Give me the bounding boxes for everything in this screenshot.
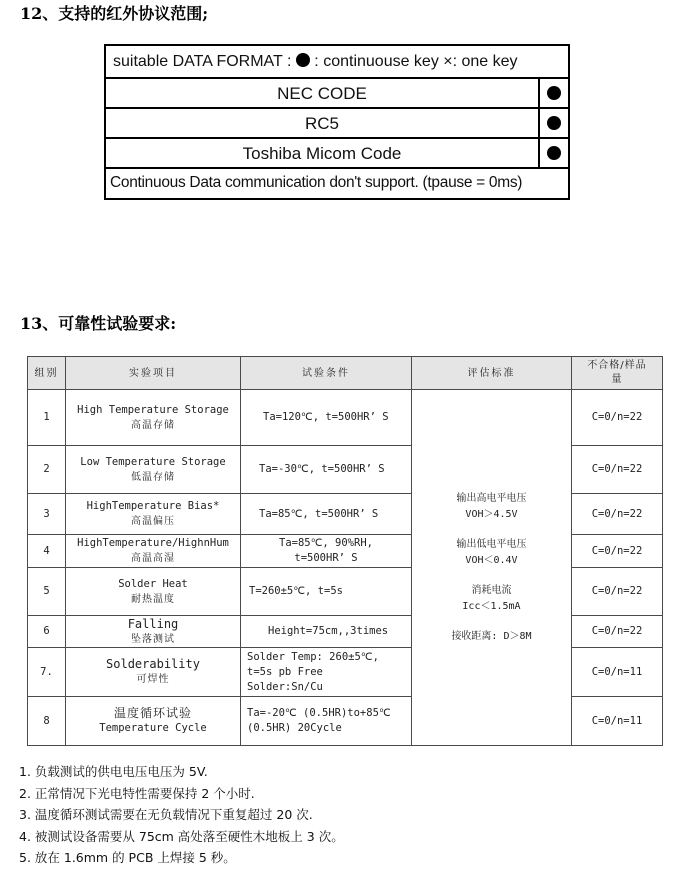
voh-value: VOH＞4.5V — [465, 508, 518, 520]
protocol-name: RC5 — [304, 114, 339, 133]
condition-line: t=500HR’ S — [294, 552, 358, 564]
item-en: High Temperature Storage — [77, 403, 229, 416]
row-item — [65, 534, 241, 568]
evaluation-criteria — [411, 389, 572, 746]
row-group: 5 — [27, 567, 66, 616]
item-en: HighTemperature Bias* — [86, 500, 220, 512]
condition-line: Ta=85℃, 90%RH, — [279, 537, 373, 549]
condition-line: Solder:Sn/Cu — [247, 680, 323, 693]
note-item: 2. 正常情况下光电特性需要保持 2 个小时. — [19, 785, 255, 801]
item-cn: 高温高湿 — [131, 553, 175, 564]
continuous-key-dot-icon — [547, 116, 561, 130]
col-header-group: 组别 — [27, 356, 66, 390]
row-item — [65, 567, 241, 616]
row-condition — [240, 567, 412, 616]
row-condition — [240, 445, 412, 494]
section-13-heading: 13、可靠性试验要求: — [20, 314, 177, 333]
row-group: 8 — [27, 696, 66, 746]
protocol-table-footer — [106, 169, 568, 198]
condition-line: T=260±5℃, t=5s — [249, 585, 343, 597]
item-en: 温度循环试验 — [113, 706, 192, 720]
protocol-table — [104, 44, 570, 200]
row-group: 7. — [27, 647, 66, 697]
item-en: Low Temperature Storage — [80, 455, 226, 468]
protocol-row — [106, 109, 568, 139]
item-en: Falling — [127, 616, 179, 631]
icc-label: 消耗电流 — [471, 584, 512, 596]
notes-list — [19, 762, 344, 870]
vol-label: 输出低电平电压 — [456, 538, 527, 550]
condition-line: Ta=-20℃ (0.5HR)to+85℃ — [247, 707, 391, 719]
protocol-mark — [538, 79, 568, 107]
qty-header-line1: 不合格/样品 — [587, 360, 647, 371]
legend-rest: : continuouse key ×: one key — [309, 53, 518, 70]
col-header-item: 实验项目 — [65, 356, 241, 390]
row-qty: C=0/n=22 — [571, 493, 663, 535]
row-item — [65, 389, 241, 446]
continuous-key-dot-icon — [547, 86, 561, 100]
row-group: 4 — [27, 534, 66, 568]
item-en: Solder Heat — [118, 577, 188, 590]
condition-line: Solder Temp: 260±5℃, — [247, 650, 379, 663]
row-qty: C=0/n=22 — [571, 445, 663, 494]
row-item — [65, 696, 241, 746]
icc-value: Icc＜1.5mA — [462, 600, 521, 612]
qty-header-line2: 量 — [611, 374, 623, 385]
col-header-criteria: 评估标准 — [411, 356, 572, 390]
protocol-row — [106, 79, 568, 109]
row-group: 2 — [27, 445, 66, 494]
protocol-row — [106, 139, 568, 169]
legend-label: suitable DATA FORMAT : — [113, 53, 296, 70]
protocol-mark — [538, 109, 568, 137]
row-condition — [240, 534, 412, 568]
voh-label: 输出高电平电压 — [456, 492, 527, 504]
protocol-name: NEC CODE — [277, 84, 367, 103]
row-qty: C=0/n=22 — [571, 567, 663, 616]
row-item — [65, 493, 241, 535]
note-item: 5. 放在 1.6mm 的 PCB 上焊接 5 秒。 — [19, 850, 236, 865]
item-en: Solderability — [106, 657, 200, 671]
row-group: 3 — [27, 493, 66, 535]
row-condition — [240, 647, 412, 697]
continuous-key-dot-icon — [296, 53, 310, 67]
note-item: 1. 负载测试的供电电压电压为 5V. — [19, 764, 208, 779]
protocol-name: Toshiba Micom Code — [242, 144, 402, 163]
item-en: HighTemperature/HighnHum — [77, 537, 229, 549]
item-cn: 低温存储 — [131, 471, 175, 483]
condition-line: Ta=-30℃, t=500HR’ S — [259, 463, 385, 475]
col-header-qty — [571, 356, 663, 390]
row-qty: C=0/n=22 — [571, 615, 663, 648]
note-item: 4. 被测试设备需要从 75cm 高处落至硬性木地板上 3 次。 — [19, 828, 344, 844]
item-cn: 可焊性 — [136, 674, 170, 685]
item-cn: 坠落测试 — [131, 633, 175, 645]
row-qty: C=0/n=22 — [571, 534, 663, 568]
row-qty: C=0/n=22 — [571, 389, 663, 446]
protocol-mark — [538, 139, 568, 167]
condition-line: t=5s pb Free — [247, 665, 323, 678]
condition-line: (0.5HR) 20Cycle — [247, 722, 342, 734]
reliability-table — [27, 356, 663, 746]
row-group: 6 — [27, 615, 66, 648]
row-group: 1 — [27, 389, 66, 446]
item-cn: 耐热温度 — [131, 593, 175, 605]
row-qty: C=0/n=11 — [571, 647, 663, 697]
condition-line: Height=75cm,,3times — [268, 625, 389, 637]
row-condition — [240, 615, 412, 648]
row-qty: C=0/n=11 — [571, 696, 663, 746]
condition-line: Ta=85℃, t=500HR’ S — [259, 507, 379, 520]
data-format-legend — [113, 53, 518, 71]
row-item — [65, 615, 241, 648]
section-12-heading: 12、支持的红外协议范围; — [20, 4, 209, 23]
item-cn: 高温偏压 — [131, 516, 175, 527]
note-item: 3. 温度循环测试需要在无负载情况下重复超过 20 次. — [19, 807, 313, 822]
condition-line: Ta=120℃, t=500HR’ S — [263, 411, 389, 423]
vol-value: VOH＜0.4V — [465, 554, 518, 566]
row-item — [65, 647, 241, 697]
distance-value: 接收距离: D＞8M — [451, 630, 532, 642]
item-cn: Temperature Cycle — [99, 722, 207, 734]
row-condition — [240, 493, 412, 535]
protocol-table-header — [106, 46, 568, 79]
footer-note: Continuous Data communication don't support. (tpause = 0ms) — [110, 174, 523, 191]
col-header-condition: 试验条件 — [240, 356, 412, 390]
item-cn: 高温存储 — [131, 419, 175, 431]
continuous-key-dot-icon — [547, 146, 561, 160]
row-condition — [240, 389, 412, 446]
row-item — [65, 445, 241, 494]
row-condition — [240, 696, 412, 746]
